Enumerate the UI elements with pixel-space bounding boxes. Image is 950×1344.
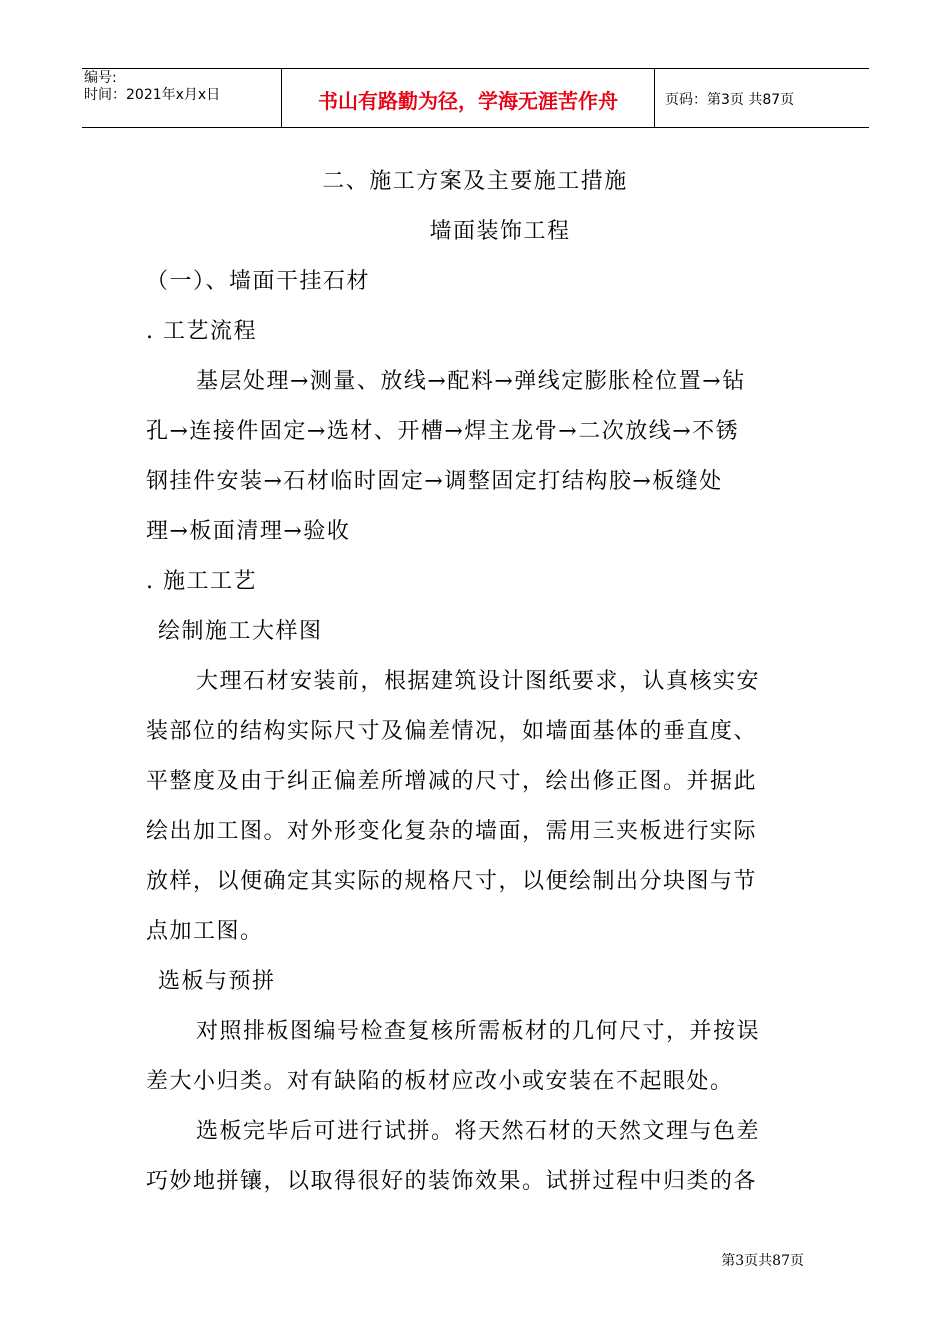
header-meta xyxy=(82,69,282,127)
paragraph-line: 对照排板图编号检查复核所需板材的几何尺寸，并按误 xyxy=(196,1019,761,1044)
header-motto: 书山有路勤为径，学海无涯苦作舟 xyxy=(282,69,655,127)
paragraph-line: 点加工图。 xyxy=(146,919,264,944)
item-heading: 选板与预拼 xyxy=(158,969,276,994)
flow-line: 基层处理→测量、放线→配料→弹线定膨胀栓位置→钻 xyxy=(196,369,746,394)
paragraph-line: 装部位的结构实际尺寸及偏差情况，如墙面基体的垂直度、 xyxy=(146,719,758,744)
flow-line: 理→板面清理→验收 xyxy=(146,519,351,544)
doc-subtitle: 墙面装饰工程 xyxy=(429,219,571,244)
subsection-process: . 工艺流程 xyxy=(146,319,257,344)
paragraph-line: 选板完毕后可进行试拼。将天然石材的天然文理与色差 xyxy=(196,1119,761,1144)
item-heading: 绘制施工大样图 xyxy=(158,619,323,644)
number-label: 编号: xyxy=(84,70,117,86)
paragraph-line: 放样，以便确定其实际的规格尺寸，以便绘制出分块图与节 xyxy=(146,869,758,894)
section-heading: （一）、墙面干挂石材 xyxy=(146,269,371,294)
header-page-label: 页码：第3页 共87页 xyxy=(665,92,795,108)
subsection-craft: . 施工工艺 xyxy=(146,569,257,594)
paragraph-line: 巧妙地拼镶，以取得很好的装饰效果。试拼过程中归类的各 xyxy=(146,1169,758,1194)
doc-title: 二、施工方案及主要施工措施 xyxy=(322,169,628,194)
flow-line: 钢挂件安装→石材临时固定→调整固定打结构胶→板缝处 xyxy=(146,469,723,494)
paragraph-line: 差大小归类。对有缺陷的板材应改小或安装在不起眼处。 xyxy=(146,1069,734,1094)
paragraph-line: 大理石材安装前，根据建筑设计图纸要求，认真核实安 xyxy=(196,669,761,694)
page-footer: 第3页共87页 xyxy=(721,1253,804,1269)
time-label: 时间：2021年x月x日 xyxy=(84,87,221,103)
paragraph-line: 平整度及由于纠正偏差所增减的尺寸，绘出修正图。并据此 xyxy=(146,769,758,794)
flow-line: 孔→连接件固定→选材、开槽→焊主龙骨→二次放线→不锈 xyxy=(146,419,740,444)
page-header xyxy=(82,68,869,128)
paragraph-line: 绘出加工图。对外形变化复杂的墙面，需用三夹板进行实际 xyxy=(146,819,758,844)
